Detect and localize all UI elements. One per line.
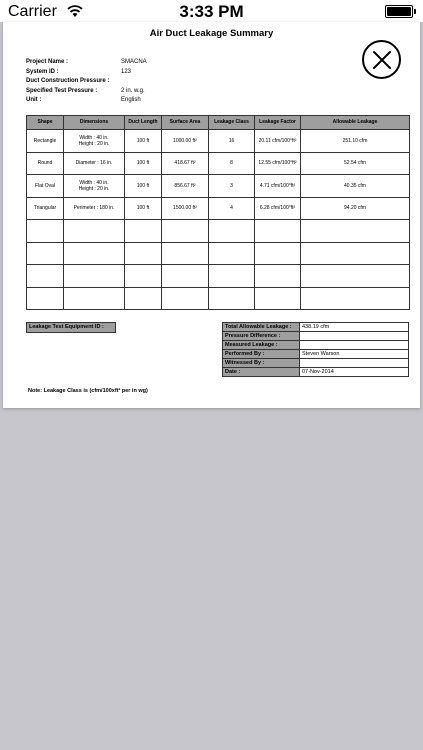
leakage-table (26, 115, 410, 310)
column-header-shape: Shape (27, 116, 64, 130)
summary-table (222, 322, 409, 377)
summary-row-date (223, 368, 409, 377)
report-title: Air Duct Leakage Summary (149, 28, 274, 39)
cell-surface-area: 1500.00 ft² (162, 197, 209, 220)
column-header-duct-length: Duct Length (125, 116, 162, 130)
dimension-line: Height : 20 in. (78, 140, 110, 147)
cell-shape: Round (27, 152, 64, 175)
column-header-dimensions: Dimensions (64, 116, 125, 130)
summary-label: Measured Leakage : (223, 341, 300, 350)
summary-value (300, 332, 409, 341)
cell-allowable-leakage: 94.20 cfm (301, 197, 410, 220)
table-row (27, 152, 410, 175)
summary-row-pressure-difference (223, 332, 409, 341)
cell-surface-area: 418.67 ft² (162, 152, 209, 175)
carrier-label: Carrier (8, 3, 57, 20)
cell-leakage-factor: 20.11 cfm/100°ft² (255, 130, 301, 153)
cell-dimensions (64, 175, 125, 198)
cell-shape: Flat Oval (27, 175, 64, 198)
cell-duct-length: 100 ft (125, 197, 162, 220)
status-bar (0, 0, 423, 22)
summary-value: 07-Nov-2014 (300, 368, 409, 377)
project-info (26, 59, 226, 107)
info-row-duct-construction-pressure (26, 78, 226, 88)
column-header-surface-area: Surface Area (162, 116, 209, 130)
close-icon (371, 49, 393, 71)
cell-shape: Triangular (27, 197, 64, 220)
cell-leakage-factor: 12.55 cfm/100°ft² (255, 152, 301, 175)
table-row (27, 175, 410, 198)
info-row-system-id (26, 69, 226, 79)
cell-allowable-leakage: 52.54 cfm (301, 152, 410, 175)
cell-leakage-factor: 6.28 cfm/100°ft² (255, 197, 301, 220)
table-row-empty (27, 265, 410, 288)
summary-row-total-allowable (223, 323, 409, 332)
equipment-id-label: Leakage Test Equipment ID : (26, 322, 116, 333)
column-header-allowable-leakage: Allowable Leakage (301, 116, 410, 130)
summary-value: 438.19 cfm (300, 323, 409, 332)
close-button[interactable] (362, 40, 401, 79)
cell-allowable-leakage: 251.10 cfm (301, 130, 410, 153)
dimension-line: Width : 40 in. (79, 179, 109, 186)
summary-label: Total Allowable Leakage : (223, 323, 300, 332)
cell-dimensions (64, 152, 125, 175)
info-row-specified-test-pressure (26, 88, 226, 98)
info-value: 2 in. w.g. (121, 87, 145, 94)
cell-leakage-class: 8 (209, 152, 255, 175)
cell-dimensions (64, 130, 125, 153)
info-value: 123 (121, 68, 132, 75)
cell-leakage-class: 3 (209, 175, 255, 198)
cell-surface-area: 856.67 ft² (162, 175, 209, 198)
dimension-line: Perimeter : 180 in. (73, 205, 115, 212)
info-label: System ID : (26, 68, 59, 75)
table-row (27, 197, 410, 220)
table-header-row (27, 116, 410, 130)
clock: 3:33 PM (179, 2, 244, 21)
dimension-line: Width : 40 in. (79, 134, 109, 141)
summary-value: Steven Warson (300, 350, 409, 359)
info-value: SMACNA (121, 59, 147, 65)
dimension-line: Height : 20 in. (78, 185, 110, 192)
summary-row-witnessed-by (223, 359, 409, 368)
info-row-unit (26, 97, 226, 107)
summary-label: Performed By : (223, 350, 300, 359)
column-header-leakage-factor: Leakage Factor (255, 116, 301, 130)
battery-icon (385, 5, 413, 18)
summary-row-measured-leakage (223, 341, 409, 350)
cell-allowable-leakage: 40.35 cfm (301, 175, 410, 198)
cell-duct-length: 100 ft (125, 175, 162, 198)
dimension-line: Diameter : 16 in. (75, 160, 113, 167)
summary-value (300, 341, 409, 350)
summary-label: Witnessed By : (223, 359, 300, 368)
cell-duct-length: 100 ft (125, 152, 162, 175)
summary-label: Date : (223, 368, 300, 377)
cell-surface-area: 1000.00 ft² (162, 130, 209, 153)
info-label: Duct Construction Pressure : (26, 78, 110, 84)
summary-value (300, 359, 409, 368)
cell-dimensions (64, 197, 125, 220)
info-label: Project Name : (26, 59, 69, 65)
info-value: English (121, 97, 141, 103)
cell-leakage-class: 16 (209, 130, 255, 153)
table-row-empty (27, 220, 410, 243)
summary-label: Pressure Difference : (223, 332, 300, 341)
cell-shape: Rectangle (27, 130, 64, 153)
table-row-empty (27, 242, 410, 265)
cell-leakage-class: 4 (209, 197, 255, 220)
table-row (27, 130, 410, 153)
report-sheet (3, 22, 420, 408)
leakage-class-note: Note: Leakage Class is (cfm/100xft² per in wg) (28, 388, 148, 394)
cell-duct-length: 100 ft (125, 130, 162, 153)
column-header-leakage-class: Leakage Class (209, 116, 255, 130)
cell-leakage-factor: 4.71 cfm/100°ft² (255, 175, 301, 198)
info-label: Specified Test Pressure : (26, 87, 98, 94)
summary-row-performed-by (223, 350, 409, 359)
info-row-project-name (26, 59, 226, 69)
table-row-empty (27, 287, 410, 310)
info-label: Unit : (26, 97, 42, 103)
